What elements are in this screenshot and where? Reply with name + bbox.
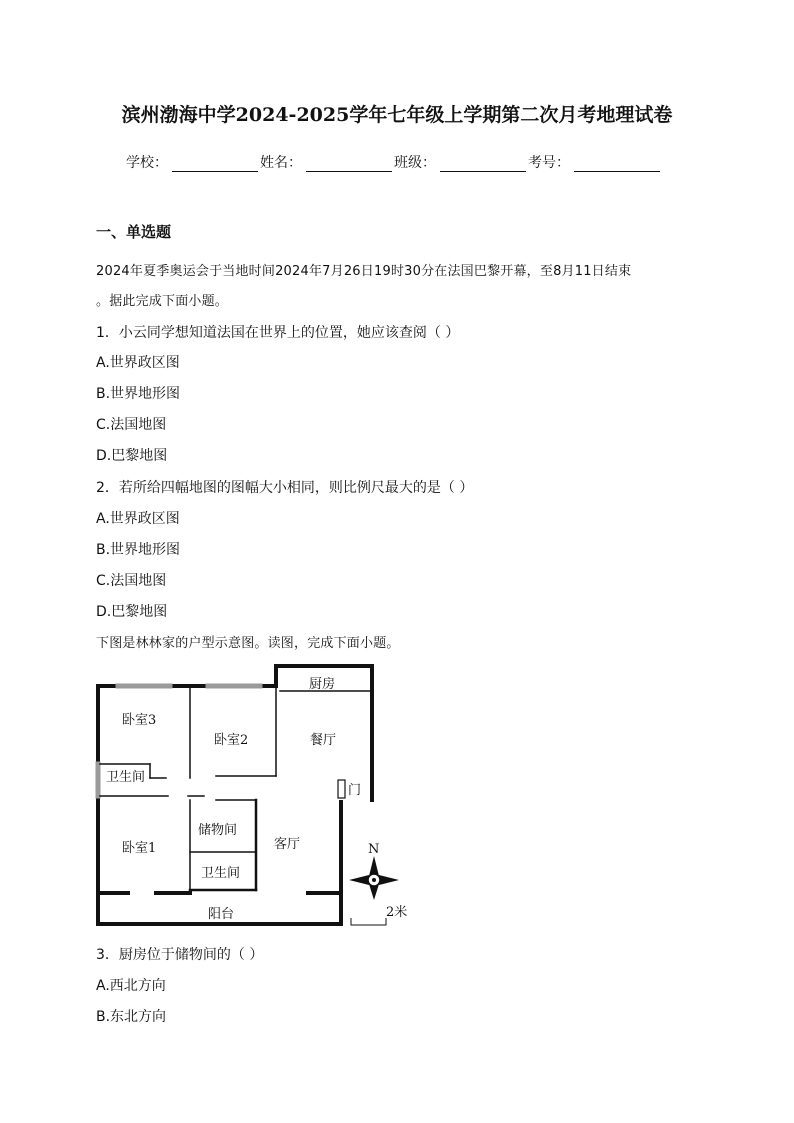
- question-1-option-d[interactable]: D.巴黎地图: [96, 448, 168, 464]
- room-bathroom-south: 卫生间: [201, 866, 241, 881]
- room-bedroom1: 卧室1: [122, 841, 157, 856]
- school-label: 学校：: [126, 155, 168, 171]
- school-blank[interactable]: [172, 155, 258, 172]
- floor-plan-intro: 下图是林林家的户型示意图。读图，完成下面小题。: [96, 636, 400, 651]
- exam-title: 滨州渤海中学2024-2025学年七年级上学期第二次月考地理试卷: [121, 104, 673, 126]
- question-2-option-a[interactable]: A.世界政区图: [96, 511, 180, 527]
- section-heading: 一、单选题: [96, 223, 172, 241]
- room-storage: 储物间: [198, 823, 238, 838]
- question-1-stem: 1．小云同学想知道法国在世界上的位置，她应该查阅（ ）: [96, 325, 460, 341]
- floor-plan-diagram: [90, 660, 420, 932]
- question-1-option-a[interactable]: A.世界政区图: [96, 355, 180, 371]
- name-label: 姓名：: [260, 155, 302, 171]
- room-dining: 餐厅: [310, 733, 337, 748]
- class-blank[interactable]: [440, 155, 526, 172]
- question-2-option-d[interactable]: D.巴黎地图: [96, 604, 168, 620]
- student-info-row: [126, 152, 662, 172]
- room-living: 客厅: [274, 837, 301, 852]
- question-2-stem: 2．若所给四幅地图的图幅大小相同，则比例尺最大的是（ ）: [96, 480, 474, 496]
- intro-text-line2: 。据此完成下面小题。: [96, 294, 229, 309]
- question-1-option-b[interactable]: B.世界地形图: [96, 386, 181, 402]
- room-kitchen: 厨房: [309, 677, 336, 692]
- question-1-option-c[interactable]: C.法国地图: [96, 417, 167, 433]
- room-bedroom2: 卧室2: [214, 733, 249, 748]
- scale-bar: [351, 918, 386, 925]
- question-3-option-b[interactable]: B.东北方向: [96, 1009, 167, 1025]
- compass-north-label: N: [368, 842, 380, 857]
- room-bedroom3: 卧室3: [122, 713, 157, 728]
- question-2-option-b[interactable]: B.世界地形图: [96, 542, 181, 558]
- class-label: 班级：: [394, 155, 436, 171]
- intro-text-line1: 2024年夏季奥运会于当地时间2024年7月26日19时30分在法国巴黎开幕，至8月11日结束: [96, 264, 632, 279]
- question-2-option-c[interactable]: C.法国地图: [96, 573, 167, 589]
- question-3-option-a[interactable]: A.西北方向: [96, 978, 166, 994]
- scale-label: 2米: [386, 905, 408, 920]
- name-blank[interactable]: [306, 155, 392, 172]
- room-bathroom-west: 卫生间: [106, 770, 146, 785]
- room-balcony: 阳台: [208, 907, 235, 922]
- question-3-stem: 3．厨房位于储物间的（ ）: [96, 947, 264, 963]
- exam-number-blank[interactable]: [574, 155, 660, 172]
- compass-icon: [349, 856, 399, 900]
- exam-number-label: 考号：: [528, 155, 570, 171]
- room-door-label: 门: [348, 783, 362, 798]
